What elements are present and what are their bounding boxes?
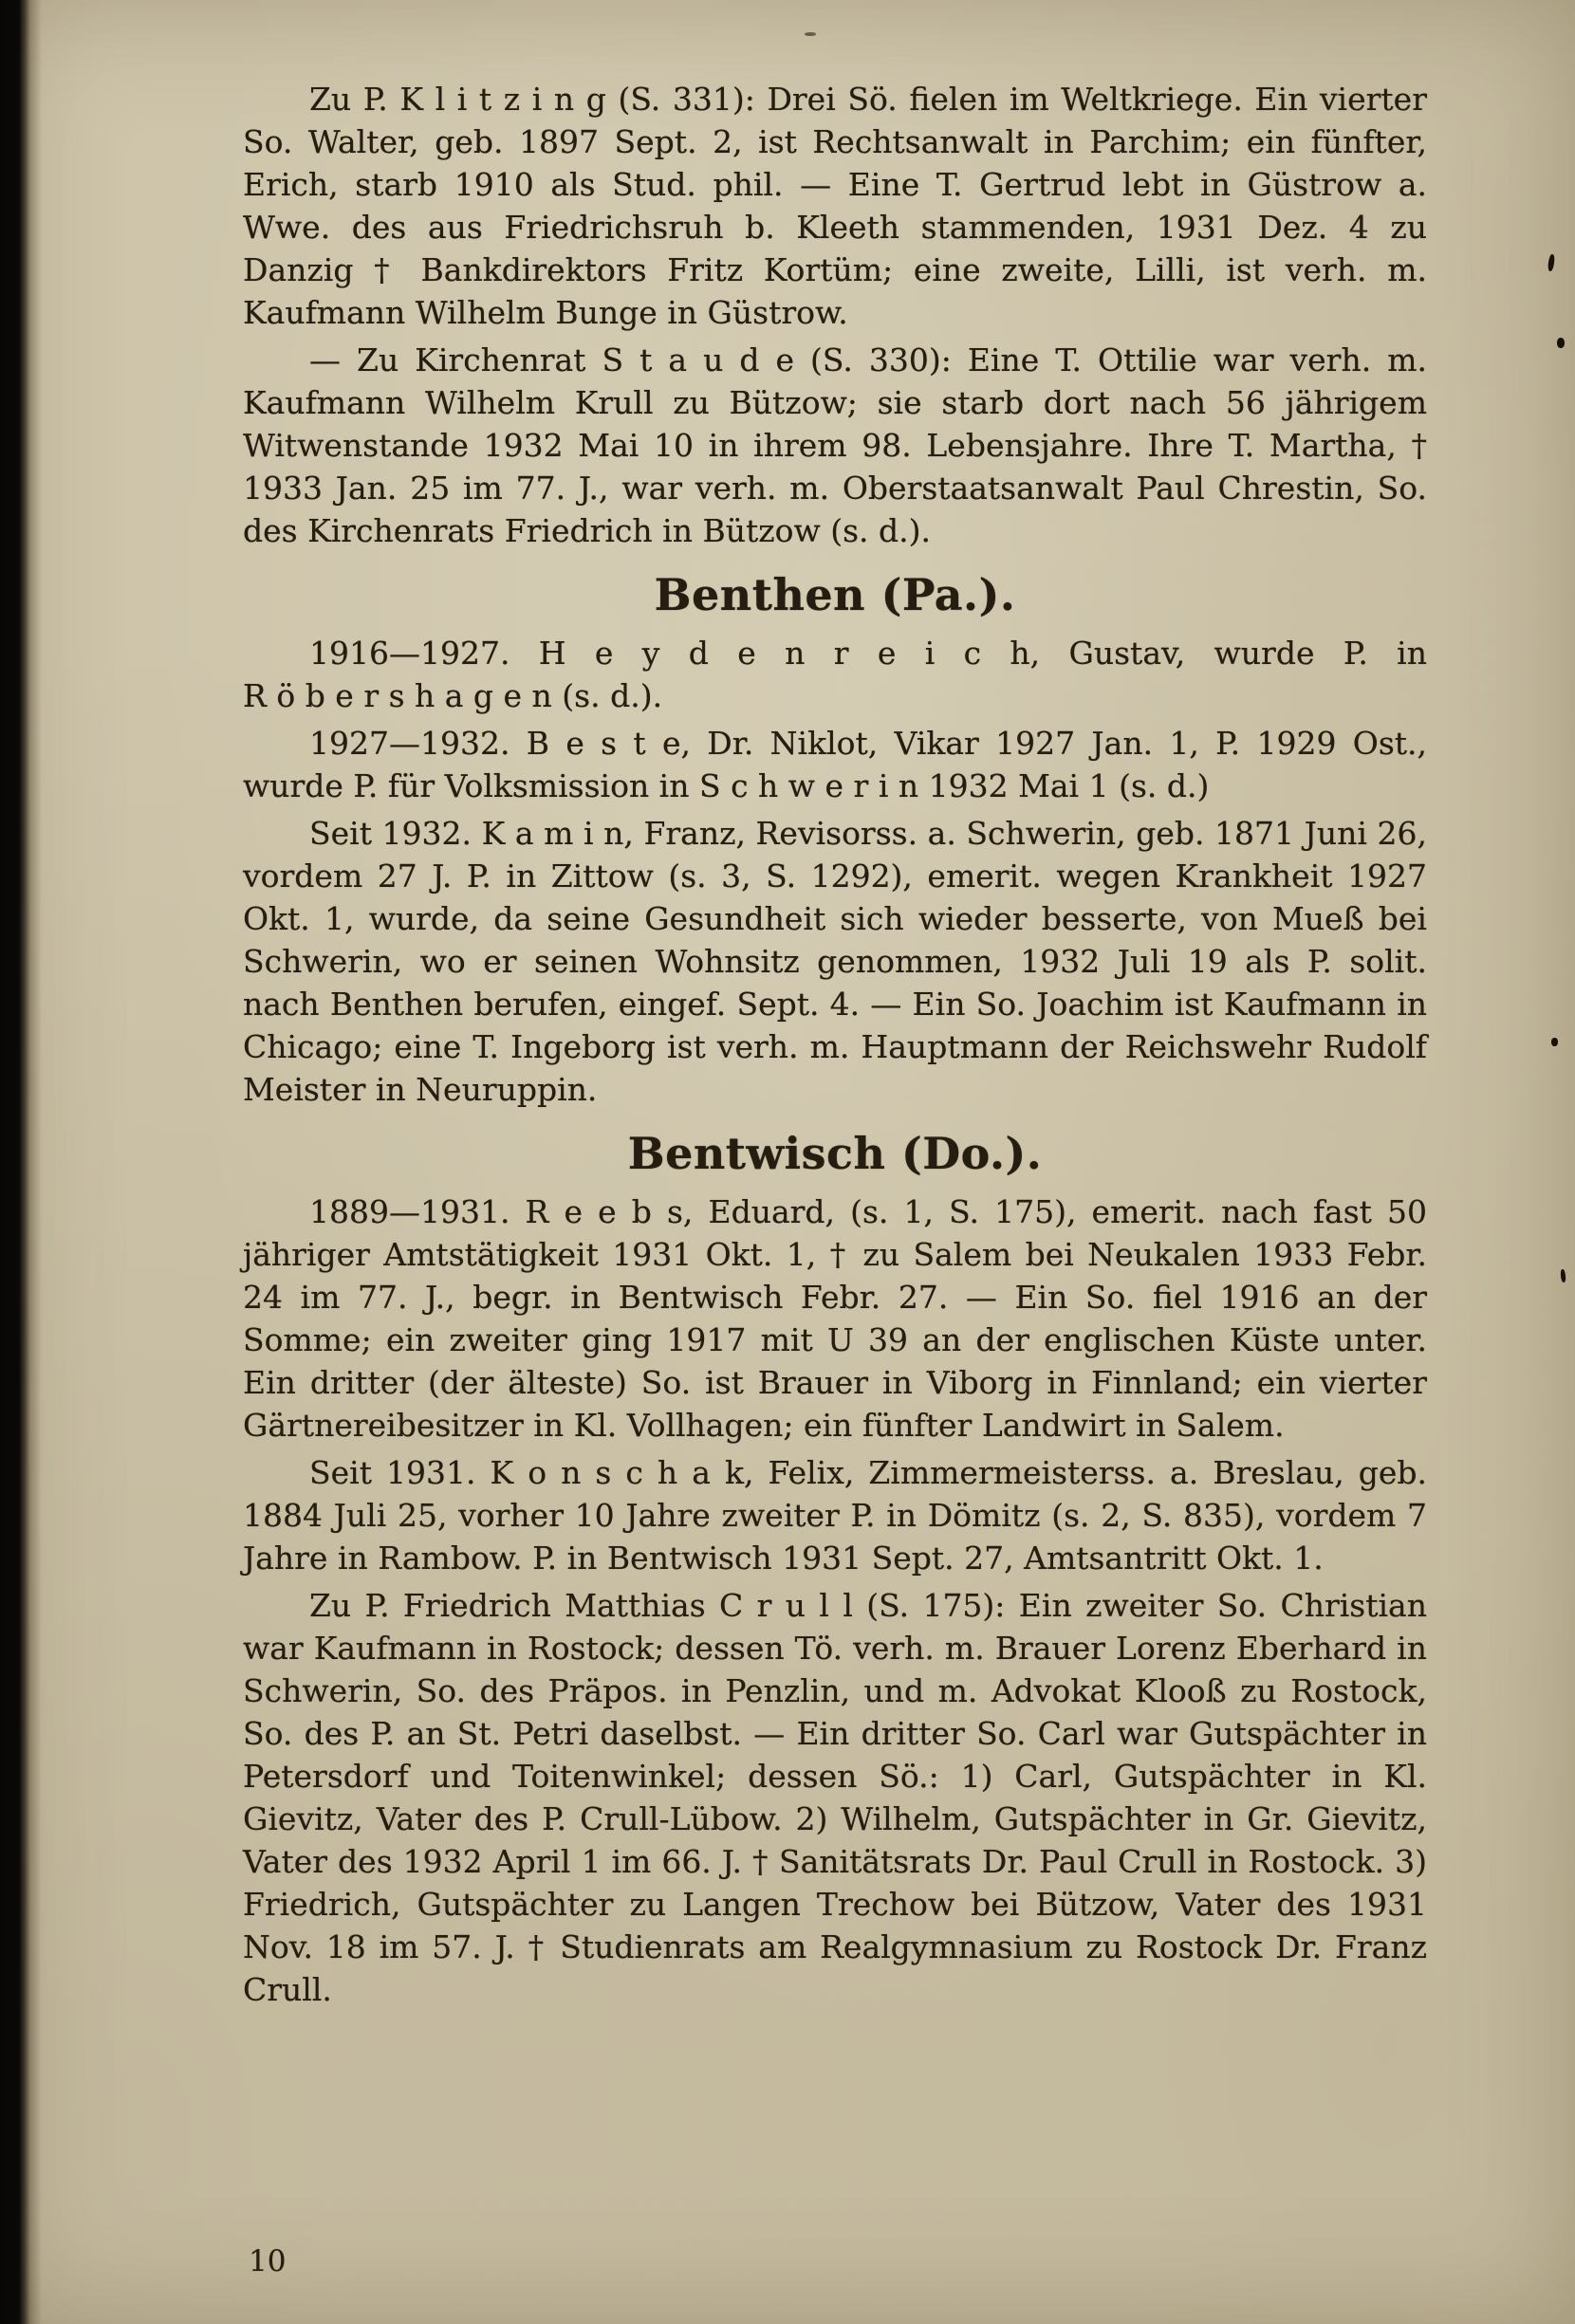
paragraph-kamin: Seit 1932. K a m i n, Franz, Revisorss. a. Schwerin, geb. 1871 Juni 26, vordem 27 J. P. in Zittow (s. 3, S. 1292), emerit. wegen Krankheit 1927 Okt. 1, wurde, da seine Gesundheit sich wieder besserte, von Mueß bei Schwerin, wo er seinen Wohnsitz genommen, 1932 Juli 19 als P. solit. nach Benthen berufen, eingef. Sept. 4. — Ein So. Joachim ist Kaufmann in Chicago; eine T. Ingeborg ist verh. m. Hauptmann der Reichswehr Rudolf Meister in Neuruppin. (243, 815, 1427, 1108)
paragraph-beste: 1927—1932. B e s t e, Dr. Niklot, Vikar 1927 Jan. 1, P. 1929 Ost., wurde P. für Volksmission in S c h w e r i n 1932 Mai 1 (s. d.) (243, 725, 1427, 804)
page-number: 10 (249, 2244, 287, 2278)
paragraph-heydenreich: 1916—1927. H e y d e n r e i c h, Gustav, wurde P. in R ö b e r s h a g e n (s. d.). (243, 635, 1427, 714)
scan-speck (1551, 1038, 1558, 1046)
paragraph-staude: — Zu Kirchenrat S t a u d e (S. 330): Eine T. Ottilie war verh. m. Kaufmann Wilhelm Krull zu Bützow; sie starb dort nach 56 jährigem Witwenstande 1932 Mai 10 in ihrem 98. Lebensjahre. Ihre T. Martha, † 1933 Jan. 25 im 77. J., war verh. m. Oberstaatsanwalt Paul Chrestin, So. des Kirchenrats Friedrich in Bützow (s. d.). (243, 341, 1427, 549)
section-heading-bentwisch: Bentwisch (Do.). (627, 1128, 1043, 1179)
scan-speck (805, 32, 816, 36)
paragraph-konschak: Seit 1931. K o n s c h a k, Felix, Zimmermeisterss. a. Breslau, geb. 1884 Juli 25, vorher 10 Jahre zweiter P. in Dömitz (s. 2, S. 835), vordem 7 Jahre in Rambow. P. in Bentwisch 1931 Sept. 27, Amtsantritt Okt. 1. (243, 1454, 1427, 1577)
scan-left-edge (0, 0, 42, 2324)
scan-speck (1560, 1269, 1566, 1282)
paragraph-reebs: 1889—1931. R e e b s, Eduard, (s. 1, S. 175), emerit. nach fast 50 jähriger Amtstätigkeit 1931 Okt. 1, † zu Salem bei Neukalen 1933 Febr. 24 im 77. J., begr. in Bentwisch Febr. 27. — Ein So. fiel 1916 an der Somme; ein zweiter ging 1917 mit U 39 an der englischen Küste unter. Ein dritter (der älteste) So. ist Brauer in Viborg in Finnland; ein vierter Gärtnereibesitzer in Kl. Vollhagen; ein fünfter Landwirt in Salem. (243, 1193, 1427, 1444)
page-text-block (243, 78, 1427, 2016)
scan-speck (1557, 338, 1565, 348)
scan-speck (1547, 254, 1555, 272)
paragraph-klitzing: Zu P. K l i t z i n g (S. 331): Drei Sö. fielen im Weltkriege. Ein vierter So. Walter, geb. 1897 Sept. 2, ist Rechtsanwalt in Parchim; ein fünfter, Erich, starb 1910 als Stud. phil. — Eine T. Gertrud lebt in Güstrow a. Wwe. des aus Friedrichsruh b. Kleeth stammenden, 1931 Dez. 4 zu Danzig † Bankdirektors Fritz Kortüm; eine zweite, Lilli, ist verh. m. Kaufmann Wilhelm Bunge in Güstrow. (243, 81, 1427, 331)
paragraph-crull: Zu P. Friedrich Matthias C r u l l (S. 175): Ein zweiter So. Christian war Kaufmann in Rostock; dessen Tö. verh. m. Brauer Lorenz Eberhard in Schwerin, So. des Präpos. in Penzlin, und m. Advokat Klooß zu Rostock, So. des P. an St. Petri daselbst. — Ein dritter So. Carl war Gutspächter in Petersdorf und Toitenwinkel; dessen Sö.: 1) Carl, Gutspächter in Kl. Gievitz, Vater des P. Crull-Lübow. 2) Wilhelm, Gutspächter in Gr. Gievitz, Vater des 1932 April 1 im 66. J. † Sanitätsrats Dr. Paul Crull in Rostock. 3) Friedrich, Gutspächter zu Langen Trechow bei Bützow, Vater des 1931 Nov. 18 im 57. J. † Studienrats am Realgymnasium zu Rostock Dr. Franz Crull. (243, 1587, 1427, 2008)
section-heading-benthen: Benthen (Pa.). (654, 569, 1016, 620)
